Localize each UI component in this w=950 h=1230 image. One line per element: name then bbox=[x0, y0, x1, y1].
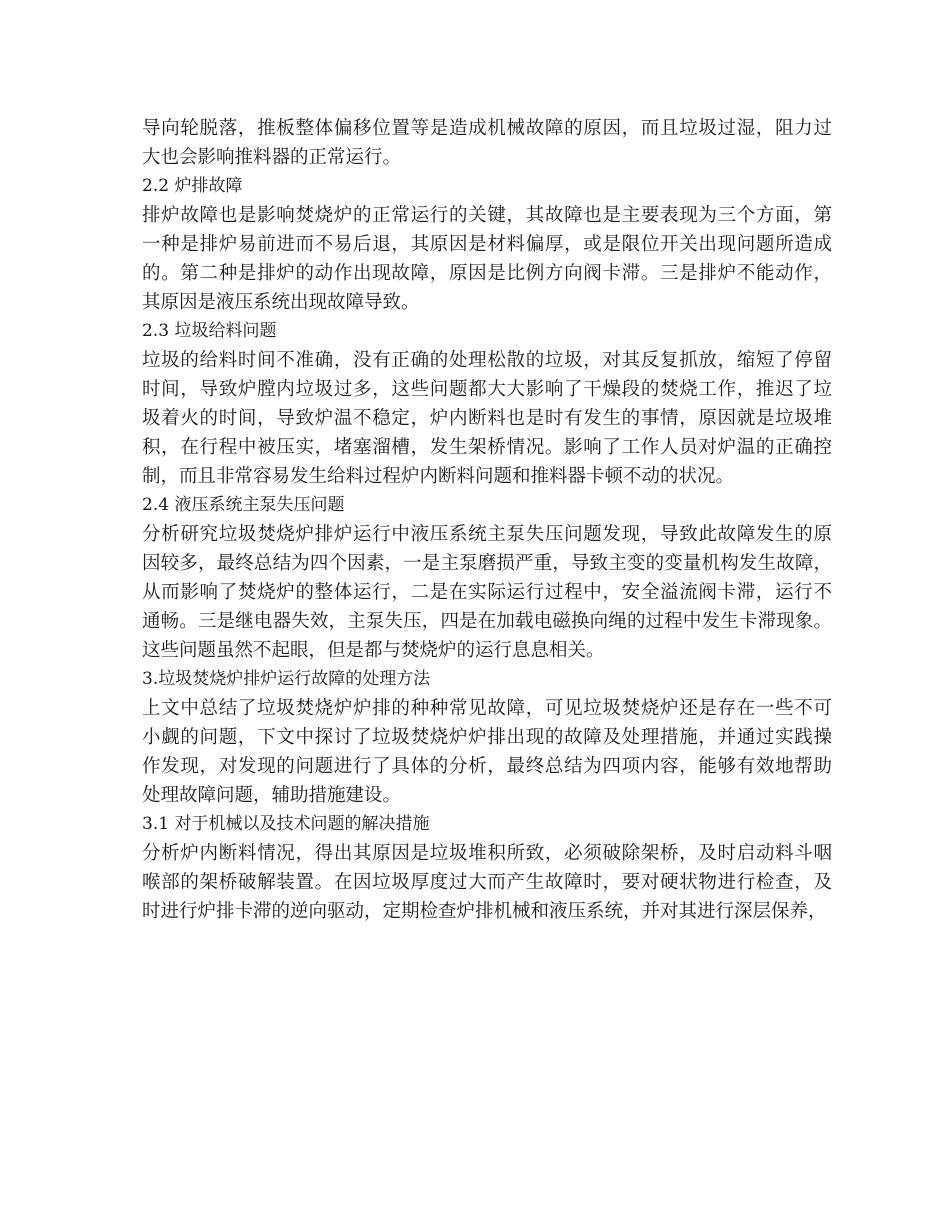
text-line: 导向轮脱落，推板整体偏移位置等是造成机械故障的原因，而且垃圾过湿，阻力过 bbox=[142, 118, 832, 139]
text-line: 作发现，对发现的问题进行了具体的分析，最终总结为四项内容，能够有效地帮助 bbox=[142, 756, 832, 777]
text-line: 垃圾的给料时间不准确，没有正确的处理松散的垃圾，对其反复抓放，缩短了停留 bbox=[142, 350, 832, 371]
body-paragraph bbox=[142, 839, 832, 926]
text-line: 时间，导致炉膛内垃圾过多，这些问题都大大影响了干燥段的焚烧工作，推迟了垃 bbox=[142, 379, 832, 400]
body-paragraph bbox=[142, 346, 832, 491]
text-line: 时进行炉排卡滞的逆向驱动，定期检查炉排机械和液压系统，并对其进行深层保养， bbox=[142, 901, 827, 922]
text-line: 大也会影响推料器的正常运行。 bbox=[142, 147, 402, 168]
section-heading: 3.垃圾焚烧炉排炉运行故障的处理方法 bbox=[142, 669, 431, 689]
text-line: 圾着火的时间，导致炉温不稳定，炉内断料也是时有发生的事情，原因就是垃圾堆 bbox=[142, 408, 832, 429]
text-line: 喉部的架桥破解装置。在因垃圾厚度过大而产生故障时，要对硬状物进行检查，及 bbox=[142, 872, 832, 893]
text-line: 一种是排炉易前进而不易后退，其原因是材料偏厚，或是限位开关出现问题所造成 bbox=[142, 234, 832, 255]
text-line: 因较多，最终总结为四个因素，一是主泵磨损严重，导致主变的变量机构发生故障， bbox=[142, 553, 832, 574]
section-heading: 2.2 炉排故障 bbox=[142, 176, 243, 196]
text-line: 通畅。三是继电器失效，主泵失压，四是在加载电磁换向绳的过程中发生卡滞现象。 bbox=[142, 611, 832, 632]
text-line: 处理故障问题，辅助措施建设。 bbox=[142, 785, 402, 806]
text-line: 的。第二种是排炉的动作出现故障，原因是比例方向阀卡滞。三是排炉不能动作， bbox=[142, 263, 832, 284]
text-line: 积，在行程中被压实，堵塞溜槽，发生架桥情况。影响了工作人员对炉温的正确控 bbox=[142, 437, 832, 458]
body-paragraph bbox=[142, 694, 832, 810]
text-line: 制，而且非常容易发生给料过程炉内断料问题和推料器卡顿不动的状况。 bbox=[142, 466, 735, 487]
text-line: 上文中总结了垃圾焚烧炉炉排的种种常见故障，可见垃圾焚烧炉还是存在一些不可 bbox=[142, 698, 832, 719]
document-body bbox=[142, 114, 832, 926]
text-line: 这些问题虽然不起眼，但是都与焚烧炉的运行息息相关。 bbox=[142, 640, 605, 661]
text-line: 小觑的问题，下文中探讨了垃圾焚烧炉炉排出现的故障及处理措施，并通过实践操 bbox=[142, 727, 832, 748]
text-line: 其原因是液压系统出现故障导致。 bbox=[142, 292, 420, 313]
text-line: 排炉故障也是影响焚烧炉的正常运行的关键，其故障也是主要表现为三个方面，第 bbox=[142, 205, 832, 226]
body-paragraph bbox=[142, 520, 832, 665]
section-heading: 2.3 垃圾给料问题 bbox=[142, 321, 277, 341]
body-paragraph bbox=[142, 201, 832, 317]
text-line: 分析炉内断料情况，得出其原因是垃圾堆积所致，必须破除架桥，及时启动料斗咽 bbox=[142, 843, 832, 864]
body-paragraph bbox=[142, 114, 832, 172]
text-line: 从而影响了焚烧炉的整体运行，二是在实际运行过程中，安全溢流阀卡滞，运行不 bbox=[142, 582, 832, 603]
section-heading: 3.1 对于机械以及技术问题的解决措施 bbox=[142, 814, 430, 834]
text-line: 分析研究垃圾焚烧炉排炉运行中液压系统主泵失压问题发现，导致此故障发生的原 bbox=[142, 524, 832, 545]
section-heading: 2.4 液压系统主泵失压问题 bbox=[142, 495, 345, 515]
